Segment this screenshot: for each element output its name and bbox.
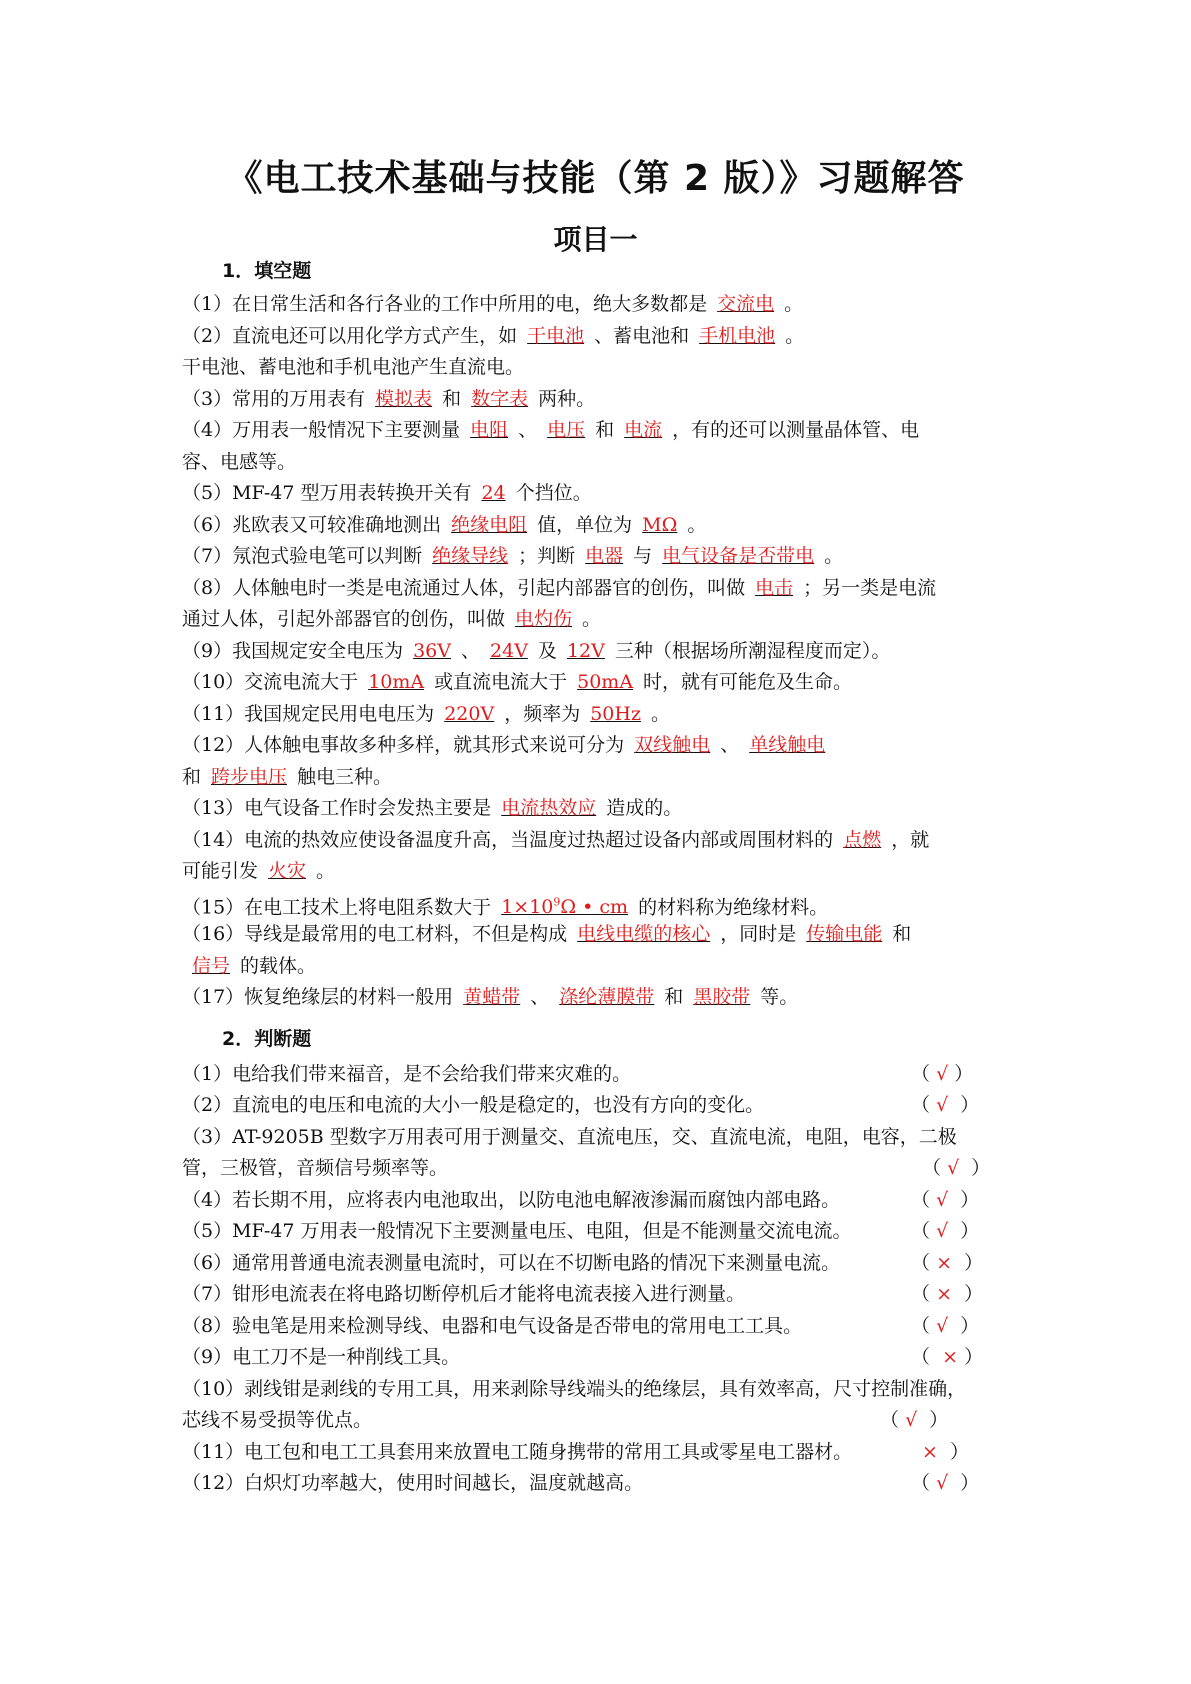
question-4: （4）万用表一般情况下主要测量 电阻 、 电压 和 电流 ，有的还可以测量晶体管、电 (182, 419, 920, 441)
answer: 电压 (547, 419, 586, 441)
answer: 跨步电压 (211, 766, 288, 788)
question-14-cont: 可能引发 火灾 。 (182, 860, 336, 882)
judge-item-2: （2）直流电的电压和电流的大小一般是稳定的，也没有方向的变化。 (182, 1094, 765, 1116)
answer: 数字表 (471, 388, 529, 410)
answer: 电击 (755, 577, 794, 599)
judge-item-11: （11）电工包和电工工具套用来放置电工随身携带的常用工具或零星电工器材。 (182, 1441, 853, 1463)
question-1: （1）在日常生活和各行各业的工作中所用的电，绝大多数都是 交流电 。 (182, 293, 804, 315)
question-2: （2）直流电还可以用化学方式产生，如 干电池 、蓄电池和 手机电池 。 (182, 325, 805, 347)
answer: 黄蜡带 (463, 986, 521, 1008)
judge-item-12: （12）白炽灯功率越大，使用时间越长，温度就越高。 (182, 1472, 644, 1494)
answer: 电器 (585, 545, 624, 567)
judge-mark-11: × ） (922, 1441, 970, 1463)
answer: 220V (444, 703, 495, 725)
judge-mark-2: （ √ ） (911, 1094, 980, 1116)
answer: 火灾 (268, 860, 307, 882)
judge-item-1: （1）电给我们带来福音，是不会给我们带来灾难的。 (182, 1063, 632, 1085)
question-14: （14）电流的热效应使设备温度升高，当温度过热超过设备内部或周围材料的 点燃 ，就 (182, 829, 930, 851)
judge-item-5: （5）MF-47 万用表一般情况下主要测量电压、电阻，但是不能测量交流电流。 (182, 1220, 852, 1242)
answer: 50Hz (590, 703, 641, 725)
answer: 单线触电 (749, 734, 826, 756)
question-11: （11）我国规定民用电电压为 220V ，频率为 50Hz 。 (182, 703, 670, 725)
answer: 50mA (577, 671, 634, 693)
answer: 电灼伤 (515, 608, 573, 630)
question-13: （13）电气设备工作时会发热主要是 电流热效应 造成的。 (182, 797, 683, 819)
answer: 12V (566, 640, 605, 662)
answer: 36V (413, 640, 451, 662)
judge-mark-8: （ √ ） (911, 1315, 980, 1337)
answer: 电线电缆的核心 (577, 923, 711, 945)
judge-mark-10: （ √ ） (880, 1409, 949, 1431)
document-title: 《电工技术基础与技能（第 2 版）》习题解答 (226, 158, 965, 199)
answer: 干电池 (527, 325, 585, 347)
answer: 电气设备是否带电 (662, 545, 815, 567)
question-15: （15）在电工技术上将电阻系数大于 $1\times 10^9\Omega$ • cm 的材料称为绝缘材料。 (182, 896, 829, 919)
question-7: （7）氖泡式验电笔可以判断 绝缘导线 ；判断 电器 与 电气设备是否带电 。 (182, 545, 844, 567)
judge-mark-4: （ √ ） (911, 1189, 980, 1211)
project-heading: 项目一 (553, 223, 638, 256)
question-16-cont: 信号 的载体。 (182, 954, 1012, 978)
question-3: （3）常用的万用表有 模拟表 和 数字表 两种。 (182, 388, 596, 410)
judge-mark-1: （ √ ） (911, 1063, 974, 1085)
question-12: （12）人体触电事故多种多样，就其形式来说可分为 双线触电 、 单线触电 (182, 733, 1012, 757)
question-8: （8）人体触电时一类是电流通过人体，引起内部器官的创伤，叫做 电击 ；另一类是电流 (182, 577, 937, 599)
section-heading-true-false: 2．判断题 (222, 1028, 312, 1050)
question-4-cont: 容、电感等。 (182, 451, 297, 473)
answer: MΩ (642, 514, 678, 536)
answer: 24V (490, 640, 528, 662)
question-8-cont: 通过人体，引起外部器官的创伤，叫做 电灼伤 。 (182, 608, 602, 630)
judge-item-7: （7）钳形电流表在将电路切断停机后才能将电流表接入进行测量。 (182, 1283, 746, 1305)
judge-item-6: （6）通常用普通电流表测量电流时，可以在不切断电路的情况下来测量电流。 (182, 1252, 841, 1274)
answer: 涤纶薄膜带 (559, 986, 655, 1008)
answer: $1\times 10^9\Omega$ • cm (501, 896, 629, 919)
question-10: （10）交流电流大于 10mA 或直流电流大于 50mA 时，就有可能危及生命。 (182, 671, 853, 693)
answer: 双线触电 (634, 734, 711, 756)
judge-item-3-cont: 管，三极管，音频信号频率等。 (182, 1157, 449, 1179)
section-heading-fill-in: 1．填空题 (222, 260, 312, 282)
answer: 手机电池 (699, 325, 776, 347)
question-2-note: 干电池、蓄电池和手机电池产生直流电。 (182, 356, 525, 378)
judge-mark-7: （ × ） (911, 1283, 984, 1305)
answer: 信号 (192, 955, 231, 977)
judge-mark-9: （ × ） (911, 1346, 984, 1368)
answer: 模拟表 (375, 388, 433, 410)
answer: 交流电 (717, 293, 775, 315)
answer: 黑胶带 (693, 986, 751, 1008)
judge-item-4: （4）若长期不用，应将表内电池取出，以防电池电解液渗漏而腐蚀内部电路。 (182, 1189, 841, 1211)
answer: 电流 (624, 419, 663, 441)
judge-item-10: （10）剥线钳是剥线的专用工具，用来剥除导线端头的绝缘层，具有效率高，尺寸控制准确， (182, 1378, 967, 1400)
question-12-cont: 和 跨步电压 触电三种。 (182, 766, 393, 788)
question-9: （9）我国规定安全电压为 36V 、 24V 及 12V 三种（根据场所潮湿程度而定）。 (182, 640, 891, 662)
judge-item-10-cont: 芯线不易受损等优点。 (182, 1409, 373, 1431)
question-6: （6）兆欧表又可较准确地测出 绝缘电阻 值，单位为 MΩ 。 (182, 514, 707, 536)
answer: 绝缘电阻 (451, 514, 528, 536)
answer: 10mA (368, 671, 425, 693)
judge-mark-12: （ √ ） (911, 1472, 980, 1494)
answer: 24 (481, 482, 506, 504)
answer: 电阻 (470, 419, 509, 441)
question-5: （5）MF-47 型万用表转换开关有 24 个挡位。 (182, 482, 592, 504)
judge-mark-5: （ √ ） (911, 1220, 980, 1242)
answer: 绝缘导线 (432, 545, 509, 567)
question-17: （17）恢复绝缘层的材料一般用 黄蜡带 、 涤纶薄膜带 和 黑胶带 等。 (182, 986, 799, 1008)
question-16: （16）导线是最常用的电工材料，不但是构成 电线电缆的核心 ，同时是 传输电能 和 (182, 923, 912, 945)
judge-item-3: （3）AT-9205B 型数字万用表可用于测量交、直流电压，交、直流电流，电阻，电容，二极 (182, 1126, 957, 1148)
judge-item-8: （8）验电笔是用来检测导线、电器和电气设备是否带电的常用电工工具。 (182, 1315, 803, 1337)
answer: 电流热效应 (501, 797, 597, 819)
answer: 点燃 (843, 829, 882, 851)
answer: 传输电能 (806, 923, 883, 945)
judge-item-9: （9）电工刀不是一种削线工具。 (182, 1346, 461, 1368)
judge-mark-3: （ √ ） (922, 1157, 991, 1179)
judge-mark-6: （ × ） (911, 1252, 984, 1274)
